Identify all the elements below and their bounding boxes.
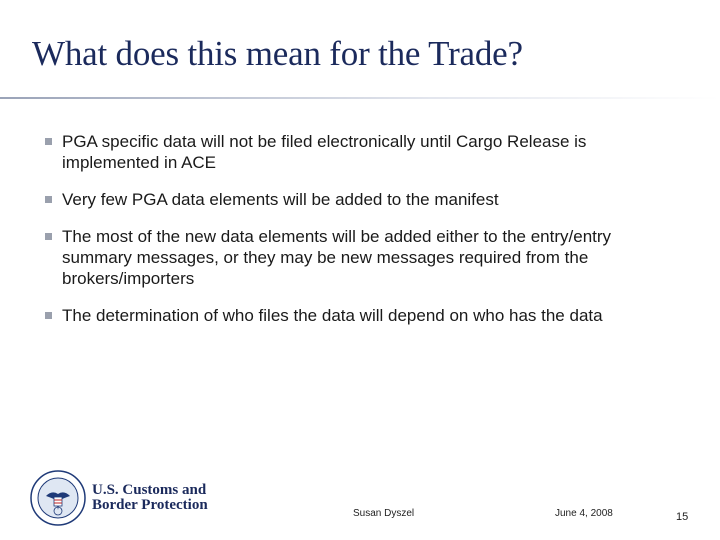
agency-logo (30, 470, 208, 526)
agency-name (92, 483, 208, 513)
slide-title: What does this mean for the Trade? (32, 34, 523, 73)
dhs-seal-icon (30, 470, 86, 526)
presenter-name: Susan Dyszel (353, 508, 415, 519)
bullet-item: Very few PGA data elements will be added to the manifest (44, 189, 684, 210)
title-divider (0, 97, 720, 99)
page-number: 15 (676, 511, 689, 523)
agency-name-line1: U.S. Customs and (92, 482, 207, 498)
presentation-date: June 4, 2008 (555, 508, 613, 519)
bullet-item: The most of the new data elements will be added either to the entry/entry summary messages, or they may be new messages required from the brokers/importers (44, 226, 684, 289)
bullet-list (44, 131, 684, 342)
agency-name-line2: Border Protection (92, 497, 208, 513)
bullet-item: PGA specific data will not be filed electronically until Cargo Release is implemented in ACE (44, 131, 684, 173)
bullet-item: The determination of who files the data will depend on who has the data (44, 305, 684, 326)
